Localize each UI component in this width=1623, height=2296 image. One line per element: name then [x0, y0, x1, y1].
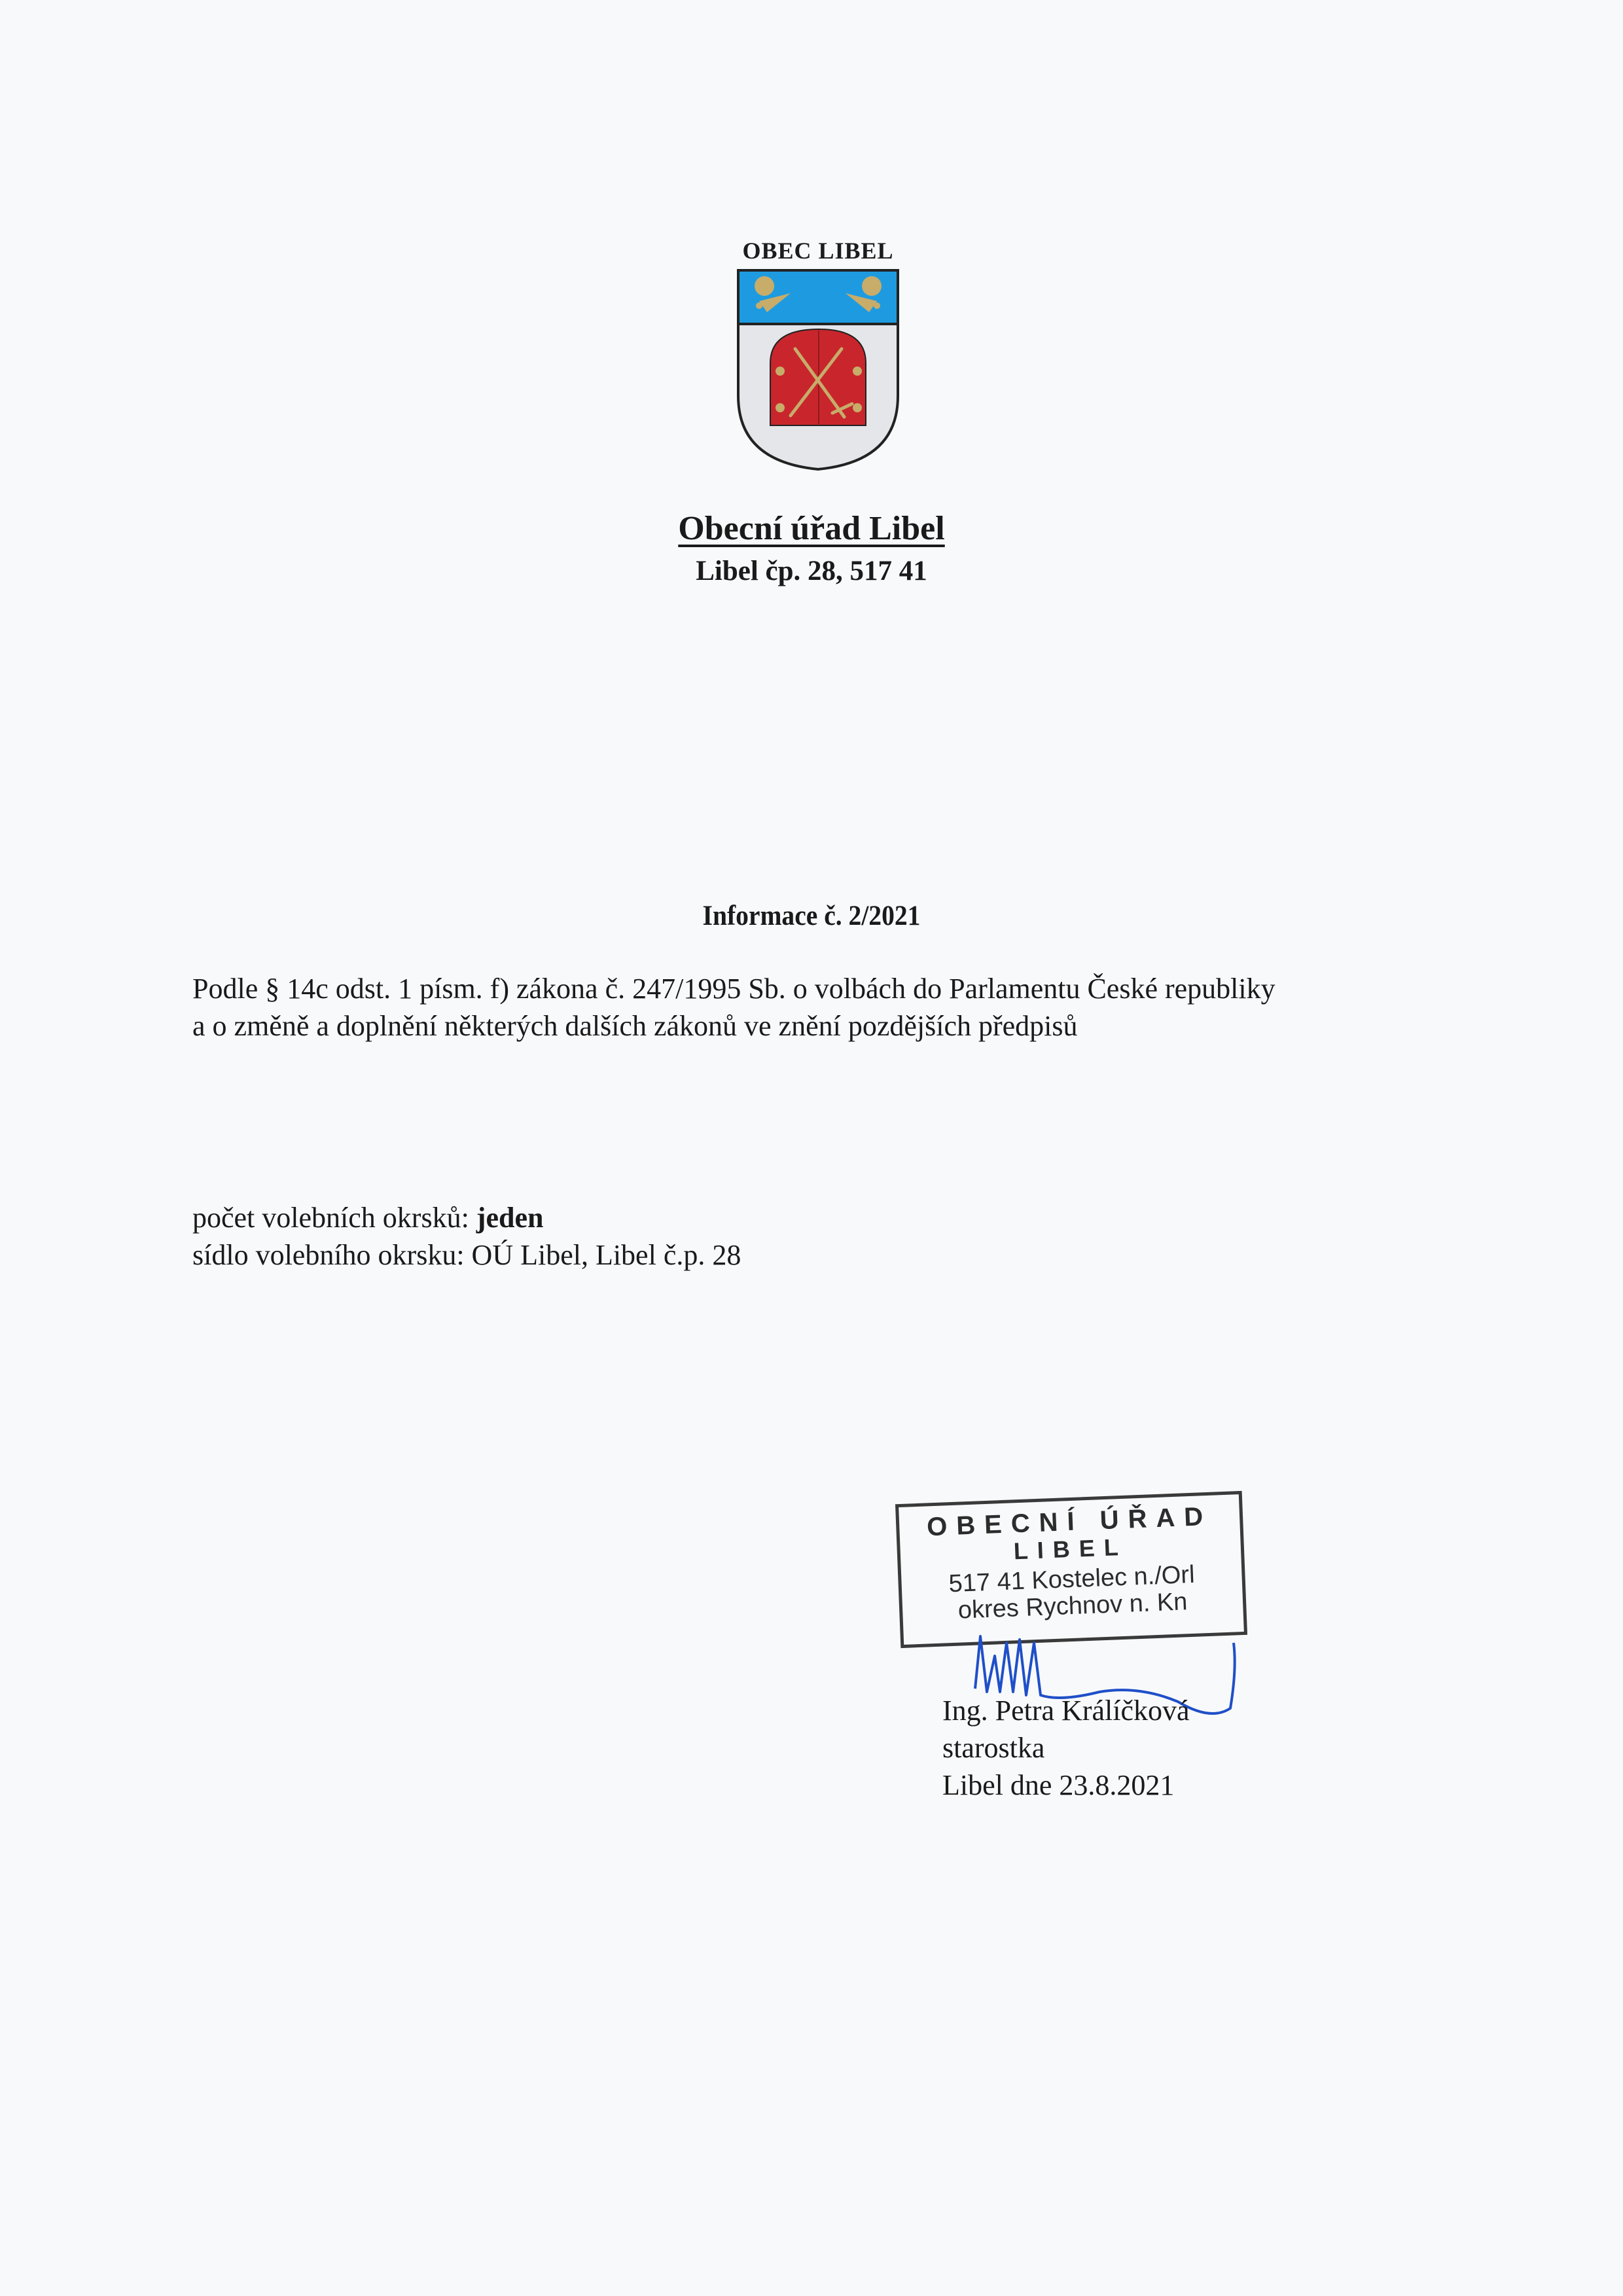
office-name: Obecní úřad Libel: [678, 510, 945, 547]
document-title: Informace č. 2/2021: [702, 901, 921, 931]
body-line: Podle § 14c odst. 1 písm. f) zákona č. 247/1995 Sb. o volbách do Parlamentu České republiky: [192, 973, 1275, 1005]
district-info: [192, 1199, 741, 1274]
coat-of-arms-icon: [733, 265, 903, 475]
stamp-line: 517 41 Kostelec n./Orl: [948, 1560, 1196, 1598]
stamp-line: okres Rychnov n. Kn: [957, 1588, 1188, 1624]
district-count: počet volebních okrsků: jeden: [192, 1202, 544, 1234]
stamp-line: LIBEL: [1013, 1533, 1128, 1565]
body-line: a o změně a doplnění některých dalších zákonů ve znění pozdějších předpisů: [192, 1010, 1078, 1042]
document-body: [192, 970, 1475, 1045]
signatory-name: Ing. Petra Králíčková: [942, 1695, 1190, 1727]
place-date: Libel dne 23.8.2021: [942, 1769, 1175, 1801]
signature-block: [942, 1692, 1190, 1804]
stamp-line: OBECNÍ ÚŘAD: [926, 1501, 1213, 1542]
district-seat: sídlo volebního okrsku: OÚ Libel, Libel č.p. 28: [192, 1239, 741, 1271]
office-address: Libel čp. 28, 517 41: [696, 556, 927, 586]
official-stamp: [895, 1491, 1247, 1648]
signatory-role: starostka: [942, 1732, 1045, 1764]
coat-of-arms-title: OBEC LIBEL: [742, 238, 894, 264]
